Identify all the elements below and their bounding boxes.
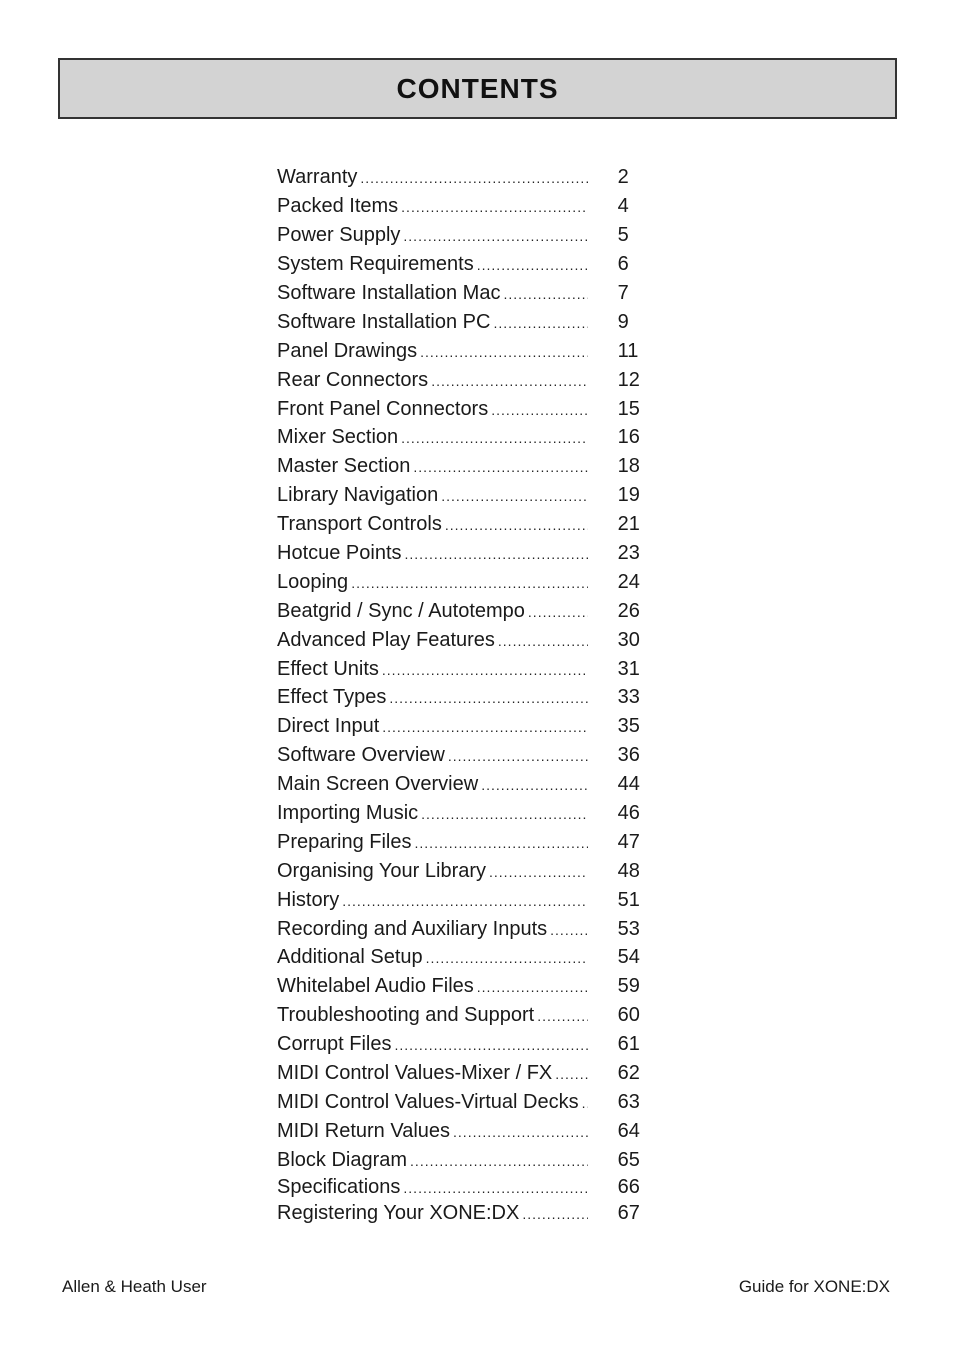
dot-leader bbox=[394, 1038, 587, 1052]
dot-leader bbox=[342, 894, 587, 908]
dot-leader bbox=[410, 1154, 588, 1168]
toc-entry[interactable] bbox=[277, 1001, 657, 1030]
dot-leader bbox=[528, 605, 588, 619]
toc-entry-label: Hotcue Points bbox=[277, 543, 402, 564]
toc-page-number: 31 bbox=[617, 657, 640, 680]
toc-entry-label: Beatgrid / Sync / Autotempo bbox=[277, 600, 525, 621]
toc-entry-label: Effect Units bbox=[277, 658, 379, 679]
toc-entry[interactable] bbox=[277, 567, 657, 596]
toc-entry[interactable] bbox=[277, 654, 657, 683]
toc-entry[interactable] bbox=[277, 741, 657, 770]
toc-entry-label: Recording and Auxiliary Inputs bbox=[277, 918, 548, 939]
toc-entry[interactable] bbox=[277, 827, 657, 856]
toc-page-number: 67 bbox=[617, 1202, 640, 1225]
toc-entry-label: Packed Items bbox=[277, 196, 399, 217]
toc-page-number: 11 bbox=[617, 339, 639, 362]
toc-entry[interactable] bbox=[277, 1174, 657, 1200]
dot-leader bbox=[453, 1125, 588, 1139]
toc-page-number: 19 bbox=[617, 484, 640, 507]
toc-entry[interactable] bbox=[277, 163, 657, 192]
dot-leader bbox=[491, 403, 587, 417]
toc-entry-label: MIDI Control Values-Mixer / FX bbox=[277, 1063, 553, 1084]
dot-leader bbox=[477, 980, 588, 994]
toc-entry-label: Mixer Section bbox=[277, 427, 399, 448]
toc-entry[interactable] bbox=[277, 221, 657, 250]
toc-page-number: 35 bbox=[617, 715, 640, 738]
toc-entry-label: Main Screen Overview bbox=[277, 774, 479, 795]
toc-page-number: 9 bbox=[617, 310, 629, 333]
toc-page-number: 18 bbox=[617, 455, 640, 478]
toc-page-number: 59 bbox=[617, 975, 640, 998]
toc-entry[interactable] bbox=[277, 972, 657, 1001]
toc-entry-label: Registering Your XONE:DX bbox=[277, 1203, 520, 1224]
toc-page-number: 21 bbox=[617, 513, 640, 536]
toc-entry[interactable] bbox=[277, 1030, 657, 1059]
toc-page-number: 7 bbox=[617, 282, 629, 304]
toc-entry[interactable] bbox=[277, 394, 657, 423]
toc-entry-label: Additional Setup bbox=[277, 947, 423, 968]
toc-entry-label: Looping bbox=[277, 571, 349, 592]
toc-entry-label: Importing Music bbox=[277, 803, 419, 824]
toc-entry[interactable] bbox=[277, 423, 657, 452]
toc-entry[interactable] bbox=[277, 1059, 657, 1088]
dot-leader bbox=[403, 229, 587, 243]
footer-right-text: Guide for XONE:DX bbox=[738, 1277, 890, 1296]
toc-page-number: 12 bbox=[617, 368, 640, 391]
toc-entry[interactable] bbox=[277, 307, 657, 336]
toc-entry[interactable] bbox=[277, 770, 657, 799]
toc-page-number: 26 bbox=[617, 599, 640, 622]
dot-leader bbox=[401, 200, 588, 214]
toc-page-number: 16 bbox=[617, 426, 640, 449]
dot-leader bbox=[420, 345, 588, 359]
dot-leader bbox=[477, 258, 588, 272]
toc-entry[interactable] bbox=[277, 452, 657, 481]
toc-entry[interactable] bbox=[277, 336, 657, 365]
toc-page-number: 6 bbox=[617, 253, 629, 276]
toc-page-number: 36 bbox=[617, 744, 640, 767]
dot-leader bbox=[503, 287, 587, 301]
dot-leader bbox=[415, 836, 588, 850]
dot-leader bbox=[537, 1009, 587, 1023]
dot-leader bbox=[493, 316, 587, 330]
toc-entry[interactable] bbox=[277, 481, 657, 510]
contents-title-box bbox=[58, 58, 897, 119]
toc-page-number: 24 bbox=[617, 570, 640, 593]
toc-entry-label: Organising Your Library bbox=[277, 860, 487, 881]
dot-leader bbox=[555, 1067, 587, 1081]
toc-entry-label: History bbox=[277, 889, 340, 910]
toc-entry-label: Library Navigation bbox=[277, 485, 439, 506]
dot-leader bbox=[389, 691, 587, 705]
dot-leader bbox=[405, 547, 588, 561]
dot-leader bbox=[498, 634, 588, 648]
dot-leader bbox=[351, 576, 587, 590]
toc-entry-label: Troubleshooting and Support bbox=[277, 1005, 535, 1026]
dot-leader bbox=[382, 663, 588, 677]
toc-entry-label: Whitelabel Audio Files bbox=[277, 976, 474, 997]
toc-entry[interactable] bbox=[277, 510, 657, 539]
dot-leader bbox=[550, 923, 588, 937]
toc-entry[interactable] bbox=[277, 279, 657, 308]
toc-page-number: 60 bbox=[617, 1004, 640, 1027]
dot-leader bbox=[582, 1096, 588, 1110]
toc-entry-label: Specifications bbox=[277, 1177, 401, 1198]
toc-entry[interactable] bbox=[277, 596, 657, 625]
toc-entry-label: Preparing Files bbox=[277, 831, 412, 852]
toc-entry-label: Master Section bbox=[277, 456, 411, 477]
toc-page-number: 5 bbox=[617, 224, 629, 247]
toc-entry-label: MIDI Return Values bbox=[277, 1120, 451, 1141]
dot-leader bbox=[401, 431, 588, 445]
toc-entry[interactable] bbox=[277, 856, 657, 885]
toc-page-number: 51 bbox=[617, 888, 640, 911]
toc-page-number: 47 bbox=[617, 830, 640, 853]
toc-page-number: 64 bbox=[617, 1119, 640, 1142]
toc-page-number: 61 bbox=[617, 1033, 640, 1056]
toc-entry-label: Front Panel Connectors bbox=[277, 398, 489, 419]
page-title: CONTENTS bbox=[396, 72, 559, 104]
toc-entry[interactable] bbox=[277, 192, 657, 221]
toc-entry-label: Rear Connectors bbox=[277, 369, 429, 390]
table-of-contents bbox=[277, 163, 657, 1226]
toc-page-number: 63 bbox=[617, 1090, 640, 1113]
toc-page-number: 66 bbox=[617, 1176, 640, 1199]
toc-entry-label: Advanced Play Features bbox=[277, 629, 495, 650]
toc-entry-label: Warranty bbox=[277, 167, 358, 188]
toc-entry[interactable] bbox=[277, 1116, 657, 1145]
dot-leader bbox=[431, 374, 587, 388]
toc-entry[interactable] bbox=[277, 885, 657, 914]
toc-entry[interactable] bbox=[277, 250, 657, 279]
toc-page-number: 30 bbox=[617, 628, 640, 651]
toc-page-number: 54 bbox=[617, 946, 640, 969]
toc-page-number: 2 bbox=[617, 166, 629, 189]
toc-page-number: 23 bbox=[617, 542, 640, 565]
toc-entry-label: Corrupt Files bbox=[277, 1034, 392, 1055]
toc-entry-label: Panel Drawings bbox=[277, 340, 418, 361]
toc-entry[interactable] bbox=[277, 683, 657, 712]
dot-leader bbox=[382, 720, 587, 734]
toc-entry-label: Software Overview bbox=[277, 745, 445, 766]
toc-page-number: 4 bbox=[617, 195, 629, 218]
toc-entry[interactable] bbox=[277, 914, 657, 943]
toc-entry-label: Transport Controls bbox=[277, 514, 442, 535]
dot-leader bbox=[360, 171, 587, 185]
toc-entry-label: Power Supply bbox=[277, 225, 401, 246]
dot-leader bbox=[522, 1207, 587, 1221]
toc-entry[interactable] bbox=[277, 1200, 657, 1226]
toc-page-number: 33 bbox=[617, 686, 640, 709]
toc-entry[interactable] bbox=[277, 712, 657, 741]
dot-leader bbox=[489, 865, 588, 879]
dot-leader bbox=[421, 807, 588, 821]
toc-entry-label: MIDI Control Values-Virtual Decks bbox=[277, 1091, 579, 1112]
toc-entry[interactable] bbox=[277, 1088, 657, 1117]
footer-left-text: Allen & Heath User bbox=[62, 1277, 207, 1296]
toc-entry-label: Effect Types bbox=[277, 687, 387, 708]
toc-entry[interactable] bbox=[277, 365, 657, 394]
toc-page-number: 53 bbox=[617, 917, 640, 940]
toc-page-number: 62 bbox=[617, 1062, 640, 1085]
toc-entry[interactable] bbox=[277, 943, 657, 972]
toc-page-number: 44 bbox=[617, 773, 640, 796]
toc-entry[interactable] bbox=[277, 1145, 657, 1174]
dot-leader bbox=[413, 460, 587, 474]
toc-entry[interactable] bbox=[277, 539, 657, 568]
toc-entry-label: Direct Input bbox=[277, 716, 380, 737]
dot-leader bbox=[441, 489, 587, 503]
toc-entry-label: Software Installation Mac bbox=[277, 283, 501, 303]
toc-entry-label: System Requirements bbox=[277, 254, 474, 275]
toc-page-number: 65 bbox=[617, 1148, 640, 1171]
toc-page-number: 48 bbox=[617, 859, 640, 882]
dot-leader bbox=[426, 951, 588, 965]
toc-entry[interactable] bbox=[277, 625, 657, 654]
dot-leader bbox=[448, 749, 588, 763]
toc-entry-label: Software Installation PC bbox=[277, 311, 491, 332]
toc-entry-label: Block Diagram bbox=[277, 1149, 408, 1170]
dot-leader bbox=[403, 1181, 587, 1195]
toc-entry[interactable] bbox=[277, 799, 657, 828]
toc-page-number: 46 bbox=[617, 802, 640, 825]
dot-leader bbox=[481, 778, 587, 792]
toc-page-number: 15 bbox=[617, 397, 640, 420]
dot-leader bbox=[445, 518, 588, 532]
